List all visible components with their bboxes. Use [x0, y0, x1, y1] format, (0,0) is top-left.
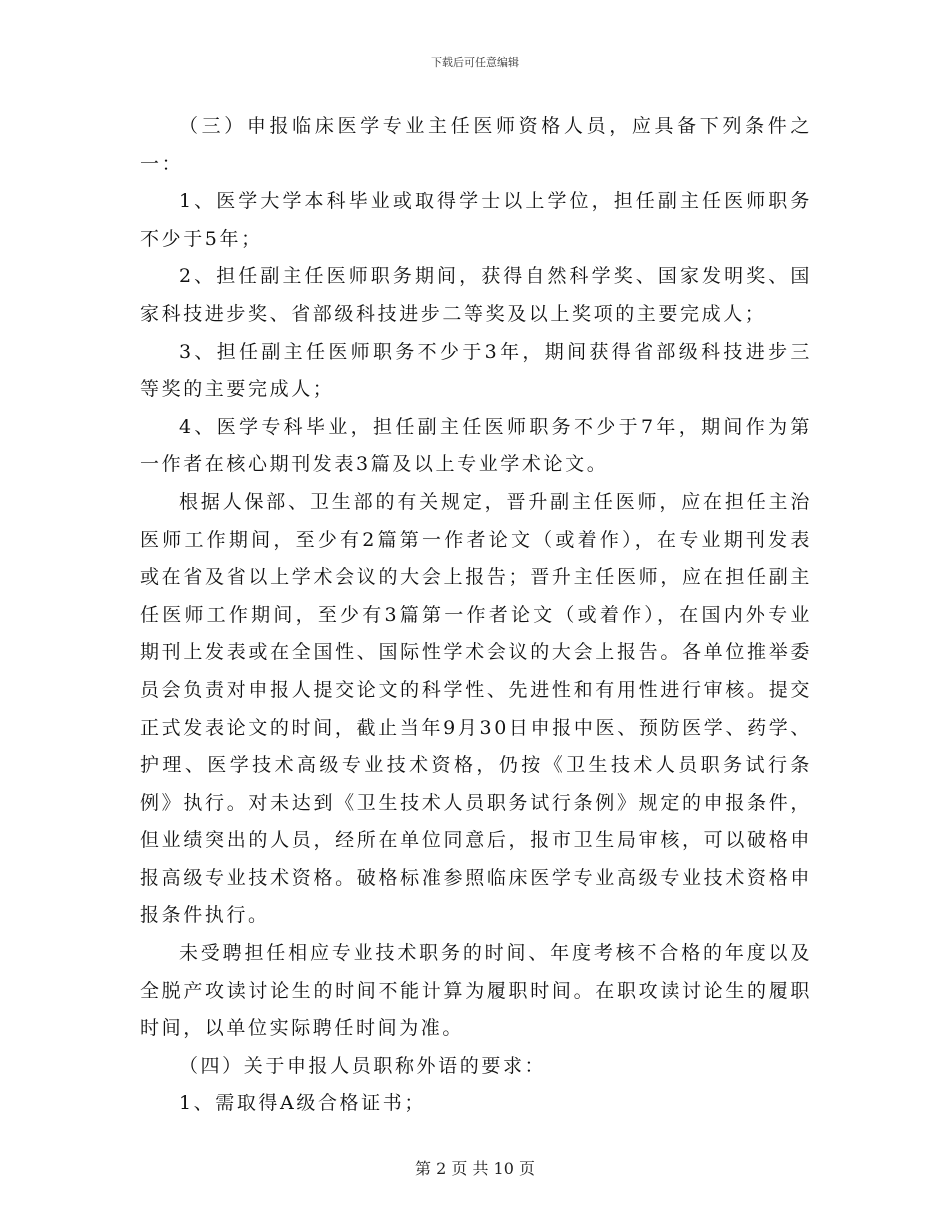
- paragraph: （四）关于申报人员职称外语的要求：: [178, 1054, 547, 1077]
- paragraph: 根据人保部、卫生部的有关规定，晋升副主任医师，应在担任主治医师工作期间，至少有2篇第一作者论文（或着作），在专业期刊发表或在省及省以上学术会议的大会上报告；晋升主任医师，应在担任副主任医师工作期间，至少有3篇第一作者论文（或着作），在国内外专业期刊上发表或在全国性、国际性学术会议的大会上报告。各单位推举委员会负责对申报人提交论文的科学性、先进性和有用性进行审核。提交正式发表论文的时间，截止当年9月30日申报中医、预防医学、药学、护理、医学技术高级专业技术资格，仍按《卫生技术人员职务试行条例》执行。对未达到《卫生技术人员职务试行条例》规定的申报条件，但业绩突出的人员，经所在单位同意后，报市卫生局审核，可以破格申报高级专业技术资格。破格标准参照临床医学专业高级专业技术资格申报条件执行。: [140, 490, 812, 927]
- paragraph: 1、医学大学本科毕业或取得学士以上学位，担任副主任医师职务不少于5年；: [140, 190, 812, 250]
- paragraph: （三）申报临床医学专业主任医师资格人员，应具备下列条件之一：: [140, 115, 812, 175]
- page-header: 下载后可任意编辑: [431, 56, 519, 69]
- paragraph: 1、需取得A级合格证书；: [178, 1092, 426, 1115]
- document-body: [140, 108, 812, 1123]
- paragraph: 3、担任副主任医师职务不少于3年，期间获得省部级科技进步三等奖的主要完成人；: [140, 340, 812, 401]
- page-number: 第 2 页 共 10 页: [415, 1159, 535, 1178]
- paragraph: 未受聘担任相应专业技术职务的时间、年度考核不合格的年度以及全脱产攻读讨论生的时间不能计算为履职时间。在职攻读讨论生的履职时间，以单位实际聘任时间为准。: [140, 942, 812, 1040]
- paragraph: 2、担任副主任医师职务期间，获得自然科学奖、国家发明奖、国家科技进步奖、省部级科技进步二等奖及以上奖项的主要完成人；: [140, 265, 812, 325]
- paragraph: 4、医学专科毕业，担任副主任医师职务不少于7年，期间作为第一作者在核心期刊发表3篇及以上专业学术论文。: [140, 415, 812, 476]
